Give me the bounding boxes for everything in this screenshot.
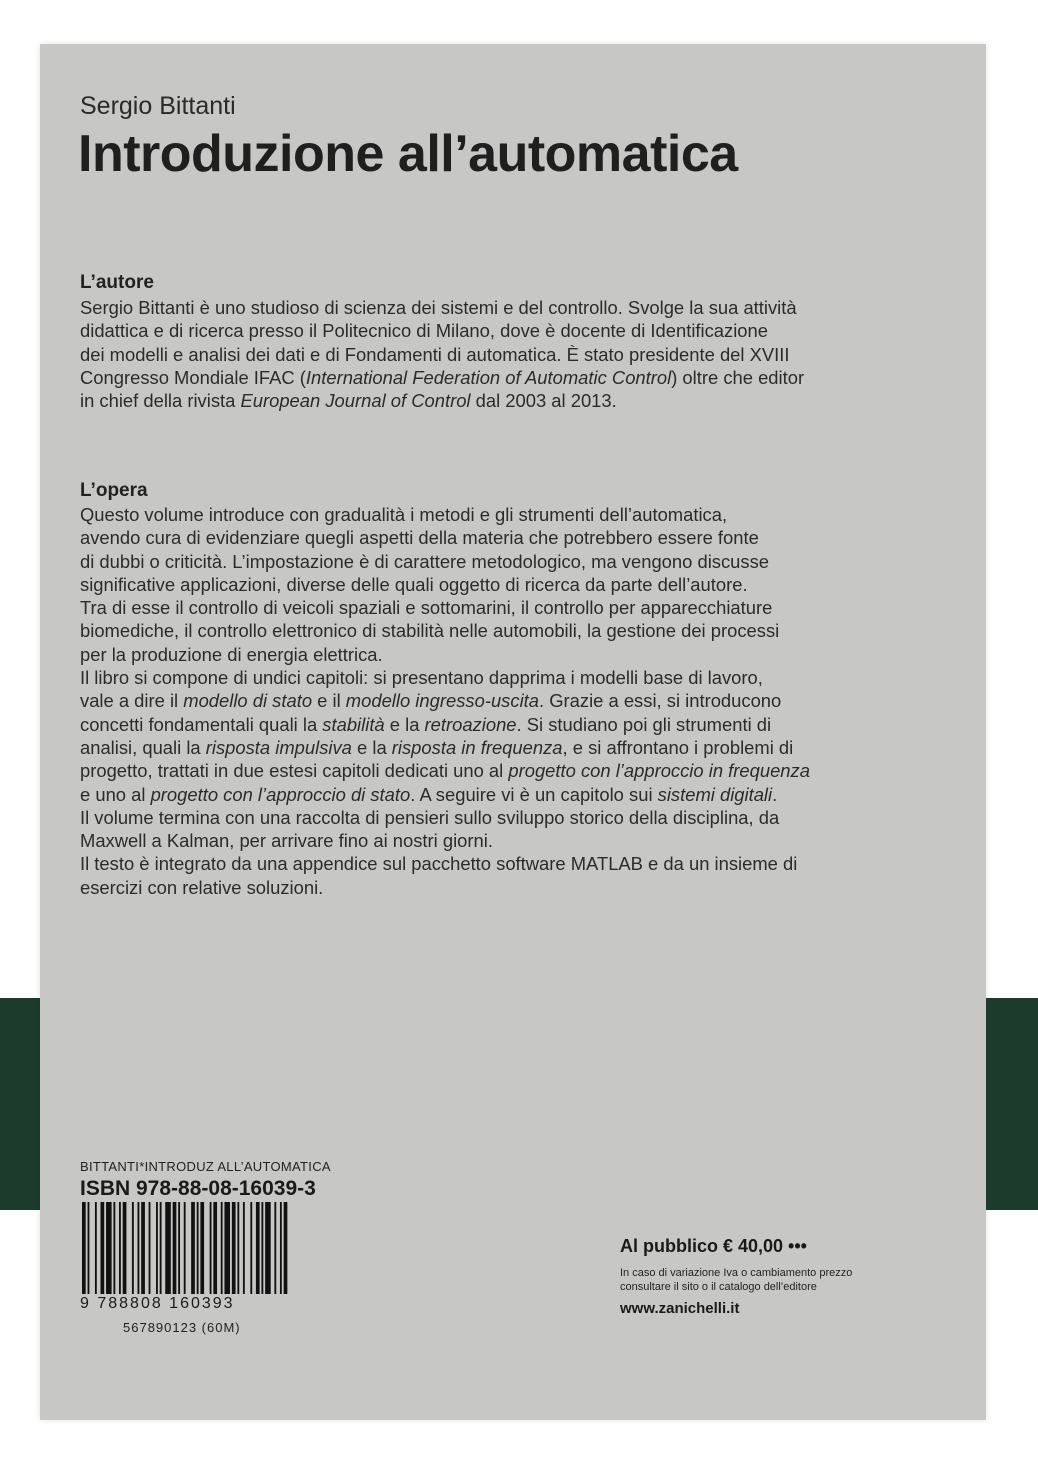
- barcode-bar: [165, 1202, 171, 1294]
- barcode-code: 567890123 (60M): [123, 1320, 241, 1335]
- price-note: [620, 1266, 920, 1294]
- opera-line: [80, 876, 910, 899]
- autore-line: [80, 296, 910, 319]
- opera-line: [80, 503, 910, 526]
- barcode-bar: [191, 1202, 195, 1294]
- opera-line: [80, 596, 910, 619]
- barcode-bar: [243, 1202, 245, 1294]
- text-segment: Maxwell a Kalman, per arrivare fino ai nostri giorni.: [80, 830, 493, 852]
- barcode-bar: [274, 1202, 276, 1294]
- barcode-bar: [132, 1202, 134, 1294]
- text-segment: e il: [312, 690, 346, 712]
- opera-line: [80, 829, 910, 852]
- barcode-bar: [156, 1202, 158, 1294]
- isbn-number: ISBN 978-88-08-16039-3: [80, 1177, 316, 1200]
- text-segment: e la: [351, 736, 392, 758]
- italic-text: modello ingresso-uscita: [345, 690, 539, 712]
- text-segment: .: [772, 783, 778, 805]
- opera-line: [80, 806, 910, 829]
- text-segment: Questo volume introduce con gradualità i metodi e gli strumenti dell’automatica,: [80, 504, 728, 525]
- price-note-line-2: consultare il sito o il catalogo dell’editore: [620, 1281, 817, 1293]
- barcode-bar: [123, 1202, 127, 1294]
- text-segment: in chief della rivista: [80, 390, 241, 412]
- price-note-line-1: In caso di variazione Iva o cambiamento prezzo: [620, 1267, 853, 1279]
- opera-heading: L’opera: [80, 480, 148, 501]
- text-segment: dal 2003 al 2013.: [470, 390, 617, 412]
- barcode-bar: [106, 1202, 112, 1294]
- text-segment: esercizi con relative soluzioni.: [80, 876, 324, 898]
- opera-line: [80, 643, 910, 666]
- italic-text: retroazione: [424, 713, 517, 735]
- barcode-bar: [280, 1202, 282, 1294]
- barcode-bar: [200, 1202, 204, 1294]
- barcode-bar: [261, 1202, 263, 1294]
- opera-line: [80, 573, 910, 596]
- author-name: Sergio Bittanti: [80, 92, 236, 120]
- barcode-bar: [184, 1202, 186, 1294]
- italic-text: modello di stato: [183, 690, 313, 712]
- text-segment: Congresso Mondiale IFAC (: [80, 366, 306, 388]
- publisher-website[interactable]: www.zanichelli.it: [620, 1300, 740, 1317]
- text-segment: avendo cura di evidenziare quegli aspetti della materia che potrebbero essere fonte: [80, 527, 759, 549]
- barcode-bar: [82, 1202, 86, 1294]
- autore-line: [80, 366, 910, 389]
- barcode-title-label: BITTANTI*INTRODUZ ALL’AUTOMATICA: [80, 1159, 331, 1174]
- opera-line: [80, 759, 910, 782]
- barcode-bar: [113, 1202, 115, 1294]
- text-segment: , e si affrontano i problemi di: [562, 736, 794, 758]
- price-label: Al pubblico € 40,00 •••: [620, 1236, 807, 1256]
- text-segment: vale a dire il: [80, 690, 184, 712]
- opera-line: [80, 689, 910, 712]
- autore-line: [80, 343, 910, 366]
- barcode-bar: [95, 1202, 97, 1294]
- text-segment: biomediche, il controllo elettronico di stabilità nelle automobili, la gestione dei processi: [80, 620, 780, 642]
- barcode-bar: [141, 1202, 145, 1294]
- barcode-bar: [265, 1202, 271, 1294]
- barcode-digits: 9 788808 160393: [80, 1295, 235, 1312]
- text-segment: ) oltre che editor: [671, 366, 805, 388]
- barcode-bar: [237, 1202, 239, 1294]
- italic-text: risposta in frequenza: [391, 736, 563, 758]
- barcode-bar: [256, 1202, 260, 1294]
- text-segment: Tra di esse il controllo di veicoli spaziali e sottomarini, il controllo per apparecchiature: [80, 597, 773, 619]
- text-segment: Sergio Bittanti è uno studioso di scienza dei sistemi e del controllo. Svolge la sua attività: [80, 297, 797, 318]
- text-segment: Il testo è integrato da una appendice sul pacchetto software MATLAB e da un insieme di: [80, 853, 798, 875]
- text-segment: e uno al: [80, 783, 151, 805]
- italic-text: European Journal of Control: [240, 390, 471, 412]
- text-segment: significative applicazioni, diverse delle quali oggetto di ricerca da parte dell’autore.: [80, 573, 748, 595]
- text-segment: per la produzione di energia elettrica.: [80, 643, 383, 665]
- barcode-image: [80, 1202, 350, 1294]
- opera-line: [80, 526, 910, 549]
- text-segment: . Si studiano poi gli strumenti di: [516, 713, 772, 735]
- opera-line: [80, 550, 910, 573]
- barcode-bar: [88, 1202, 90, 1294]
- barcode-bar: [213, 1202, 217, 1294]
- opera-line: [80, 666, 910, 689]
- autore-heading: L’autore: [80, 272, 154, 293]
- opera-line: [80, 713, 910, 736]
- barcode-bar: [221, 1202, 223, 1294]
- autore-line: [80, 319, 910, 342]
- italic-text: progetto con l’approccio di stato: [150, 783, 411, 805]
- barcode-bar: [224, 1202, 230, 1294]
- text-segment: . A seguire vi è un capitolo sui: [410, 783, 658, 805]
- italic-text: risposta impulsiva: [205, 736, 352, 758]
- text-segment: di dubbi o criticità. L’impostazione è di carattere metodologico, ma vengono discusse: [80, 550, 770, 572]
- barcode-bar: [210, 1202, 212, 1294]
- barcode-bar: [250, 1202, 252, 1294]
- autore-line: [80, 389, 910, 412]
- barcode-bar: [138, 1202, 140, 1294]
- opera-paragraph: [80, 503, 910, 899]
- spine-band-right: [986, 998, 1038, 1210]
- barcode-bar: [173, 1202, 177, 1294]
- opera-line: [80, 783, 910, 806]
- opera-line: [80, 852, 910, 875]
- barcode-bar: [178, 1202, 180, 1294]
- text-segment: progetto, trattati in due estesi capitoli dedicati uno al: [80, 760, 509, 782]
- barcode-bar: [101, 1202, 105, 1294]
- text-segment: concetti fondamentali quali la: [80, 713, 323, 735]
- italic-text: stabilità: [322, 713, 385, 735]
- opera-line: [80, 619, 910, 642]
- italic-text: International Federation of Automatic Control: [305, 366, 672, 388]
- autore-paragraph: [80, 296, 910, 412]
- barcode-bar: [119, 1202, 121, 1294]
- spine-band-left: [0, 998, 40, 1210]
- text-segment: Il volume termina con una raccolta di pensieri sullo sviluppo storico della disciplina, da: [80, 806, 780, 828]
- book-title: Introduzione all’automatica: [78, 125, 738, 183]
- barcode-bar: [160, 1202, 162, 1294]
- barcode-bar: [284, 1202, 288, 1294]
- italic-text: progetto con l’approccio in frequenza: [508, 760, 810, 782]
- barcode-bar: [149, 1202, 151, 1294]
- text-segment: Il libro si compone di undici capitoli: si presentano dapprima i modelli base di lavoro,: [80, 667, 763, 689]
- text-segment: dei modelli e analisi dei dati e di Fondamenti di automatica. È stato presidente del XVIII: [80, 343, 790, 365]
- opera-line: [80, 736, 910, 759]
- text-segment: e la: [384, 713, 425, 735]
- barcode-bar: [232, 1202, 236, 1294]
- text-segment: . Grazie a essi, si introducono: [539, 690, 782, 712]
- text-segment: analisi, quali la: [80, 736, 206, 758]
- italic-text: sistemi digitali: [657, 783, 773, 805]
- text-segment: didattica e di ricerca presso il Politecnico di Milano, dove è docente di Identificazione: [80, 320, 768, 342]
- barcode-bar: [197, 1202, 199, 1294]
